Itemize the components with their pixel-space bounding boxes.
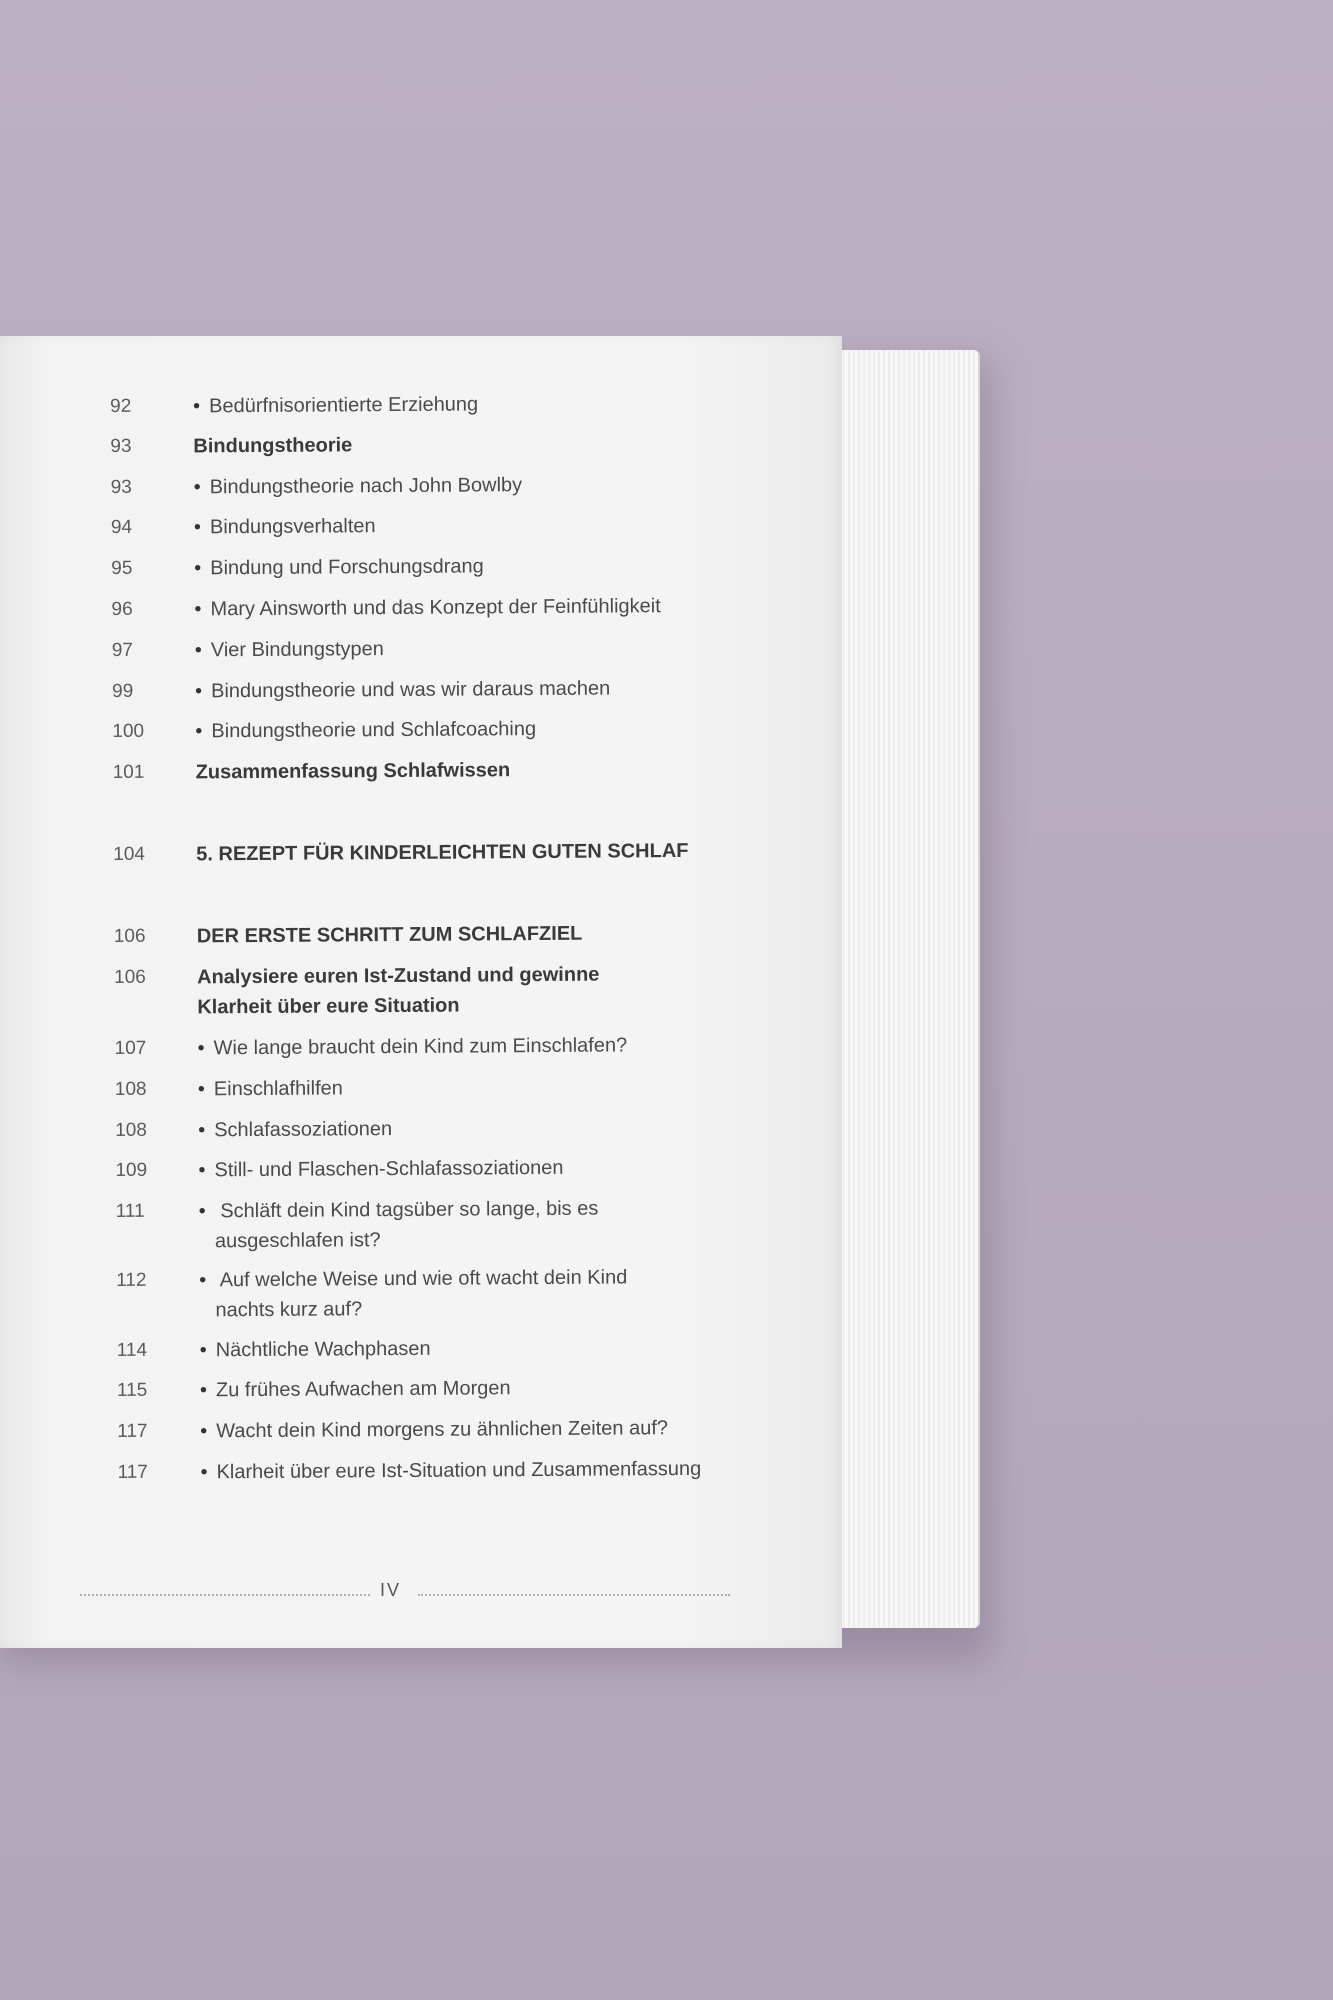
toc-entry <box>116 1372 757 1402</box>
toc-entry-text <box>199 1193 719 1257</box>
toc-entry-text: • Zu frühes Aufwachen am Morgen <box>200 1372 720 1406</box>
toc-page-number: 112 <box>116 1269 147 1291</box>
toc-section-title: DER ERSTE SCHRITT ZUM SCHLAFZIEL <box>196 922 583 948</box>
toc-entry-line1: Auf welche Weise und wie oft wacht dein Kind <box>219 1266 628 1292</box>
toc-entry-text: • Bedürfnisorientierte Erziehung <box>193 388 713 422</box>
toc-page-number: 106 <box>113 925 146 947</box>
toc-entry-text: • Nächtliche Wachphasen <box>200 1332 720 1366</box>
toc-entry <box>117 1454 757 1484</box>
toc-entry-text: • Bindungstheorie und was wir daraus machen <box>195 673 715 707</box>
toc-entry-text <box>199 1262 719 1326</box>
toc-page-number: 94 <box>110 516 133 538</box>
toc-entry <box>114 1071 755 1101</box>
toc-page-number: 96 <box>111 598 133 620</box>
toc-entry <box>110 388 750 418</box>
toc-entry-text: • Mary Ainsworth und das Konzept der Feinfühligkeit <box>194 591 714 625</box>
table-of-contents <box>110 388 750 1484</box>
toc-entry <box>112 713 752 743</box>
toc-page-number: 108 <box>114 1078 147 1100</box>
toc-page-number: 107 <box>114 1037 147 1059</box>
toc-entry <box>116 1262 756 1322</box>
toc-section <box>113 918 754 948</box>
toc-page-number: 99 <box>112 680 134 702</box>
toc-entry-text: • Schlafassoziationen <box>198 1112 718 1146</box>
toc-entry-text: • Wie lange braucht dein Kind zum Einschlafen? <box>197 1030 717 1064</box>
toc-page-number: 115 <box>116 1379 148 1401</box>
toc-entry <box>115 1193 756 1253</box>
footer-page-number: IV <box>380 1580 402 1600</box>
toc-entry <box>111 632 752 662</box>
toc-entry-line2: Klarheit über eure Situation <box>197 994 460 1019</box>
toc-entry <box>110 469 751 499</box>
footer-rule-left <box>80 1594 370 1596</box>
toc-entry <box>112 673 752 703</box>
toc-entry <box>117 1413 757 1443</box>
toc-entry-text: • Bindungstheorie und Schlafcoaching <box>195 713 715 747</box>
toc-entry <box>116 1332 757 1362</box>
toc-entry-line1: Analysiere euren Ist-Zustand und gewinne <box>197 963 600 989</box>
book-page <box>0 336 842 1648</box>
toc-entry-text: • Klarheit über eure Ist-Situation und Zusammenfassung <box>200 1454 720 1488</box>
toc-page-number: 117 <box>117 1420 148 1442</box>
toc-entry-text: • Bindung und Forschungsdrang <box>194 550 714 584</box>
footer-rule-right <box>418 1594 730 1596</box>
toc-entry-line2: ausgeschlafen ist? <box>214 1229 381 1253</box>
toc-entry <box>115 1152 755 1182</box>
toc-entry <box>111 550 751 580</box>
toc-entry <box>114 959 754 1019</box>
toc-page-number: 93 <box>110 435 132 457</box>
toc-chapter-title: 5. REZEPT FÜR KINDERLEICHTEN GUTEN SCHLAF <box>196 839 689 866</box>
toc-entry-text <box>197 959 717 1023</box>
toc-page-number: 117 <box>117 1461 148 1483</box>
toc-entry <box>112 754 753 784</box>
toc-page-number: 95 <box>111 557 133 579</box>
toc-entry <box>110 428 750 458</box>
toc-page-number: 92 <box>110 395 132 417</box>
toc-page-number: 108 <box>115 1119 147 1141</box>
toc-page-number: 109 <box>115 1159 148 1181</box>
toc-entry-text: • Einschlafhilfen <box>198 1071 718 1105</box>
toc-page-number: 101 <box>112 761 145 783</box>
toc-page-number: 100 <box>112 720 145 742</box>
toc-entry-text: • Bindungstheorie nach John Bowlby <box>194 469 714 503</box>
toc-entry <box>111 591 751 621</box>
toc-page-number: 97 <box>111 639 134 661</box>
toc-entry-line1: Schläft dein Kind tagsüber so lange, bis es <box>220 1197 599 1223</box>
toc-entry-text: • Still- und Flaschen-Schlafassoziationen <box>198 1152 718 1186</box>
toc-entry <box>110 509 751 539</box>
toc-chapter <box>113 836 753 866</box>
toc-entry-text: • Wacht dein Kind morgens zu ähnlichen Zeiten auf? <box>200 1413 720 1447</box>
toc-entry-text: • Vier Bindungstypen <box>195 632 715 666</box>
toc-page-number: 114 <box>116 1339 148 1361</box>
toc-entry <box>114 1030 754 1060</box>
toc-page-number: 111 <box>115 1200 145 1222</box>
toc-entry-text: • Bindungsverhalten <box>194 509 714 543</box>
toc-entry-line2: nachts kurz auf? <box>215 1298 363 1322</box>
toc-page-number: 93 <box>110 476 132 498</box>
page-footer <box>80 1580 730 1610</box>
page-edges <box>830 350 980 1628</box>
toc-entry <box>115 1112 755 1142</box>
toc-entry-text: Bindungstheorie <box>193 434 353 458</box>
toc-page-number: 106 <box>114 966 146 988</box>
toc-page-number: 104 <box>113 843 146 865</box>
toc-entry-text: Zusammenfassung Schlafwissen <box>195 759 511 784</box>
